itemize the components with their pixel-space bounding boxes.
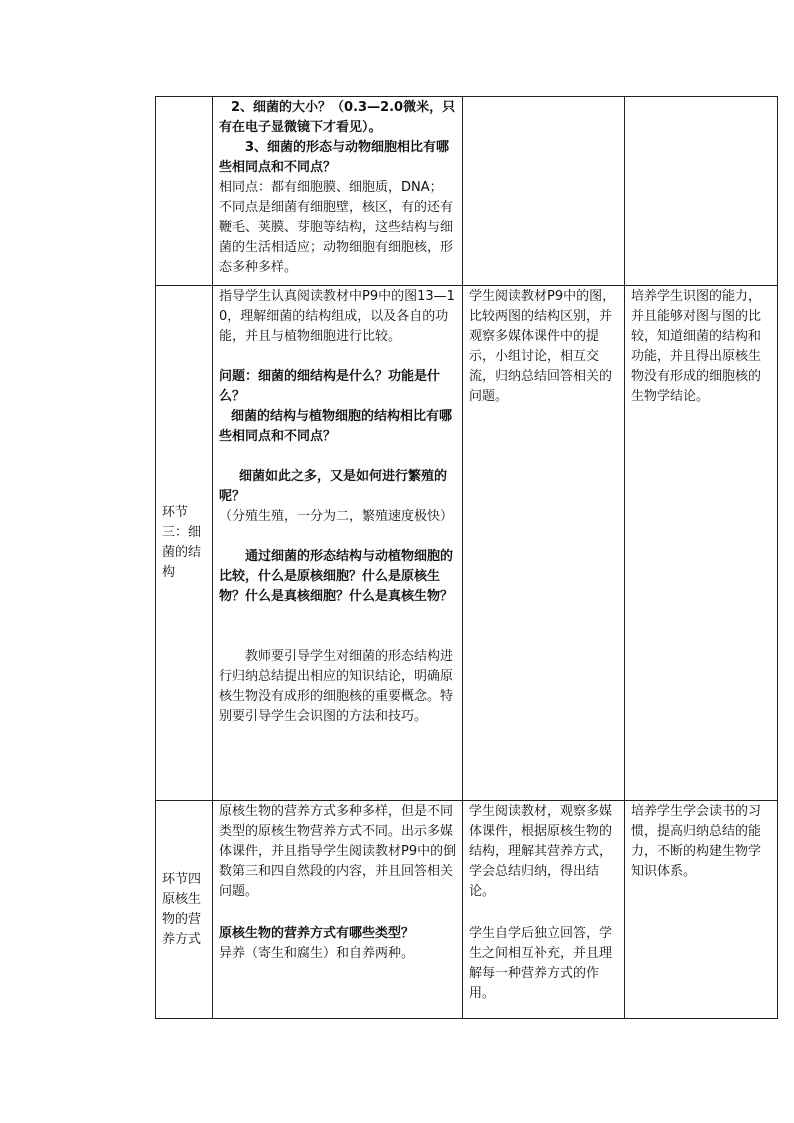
answer-reproduction: （分殖生殖，一分为二，繁殖速度极快） bbox=[219, 509, 454, 524]
table-row bbox=[156, 801, 778, 1019]
question-compare-plant: 细菌的结构与植物细胞的结构相比有哪些相同点和不同点？ bbox=[219, 409, 453, 444]
answer-differences: 不同点是细菌有细胞壁，核区，有的还有鞭毛、荚膜、芽胞等结构，这些结构与细菌的生活相适应；动物细胞有细胞核，形态多种多样。 bbox=[219, 200, 454, 275]
student-activity-cell bbox=[463, 801, 625, 1019]
instruction-text: 指导学生认真阅读教材中P9中的图13—10，理解细菌的结构组成，以及各自的功能，并且与植物细胞进行比较。 bbox=[219, 289, 455, 344]
design-intent-cell: 培养学生学会读书的习惯，提高归纳总结的能力，不断的构建生物学知识体系。 bbox=[625, 801, 778, 1019]
question-structure: 问题：细菌的细结构是什么？功能是什么？ bbox=[219, 369, 441, 404]
table-row bbox=[156, 97, 778, 286]
question-size: 2、细菌的大小？（0.3—2.0微米，只有在电子显微镜下才看见）。 bbox=[219, 100, 456, 135]
design-intent-cell bbox=[625, 97, 778, 286]
student-activity-text: 学生阅读教材，观察多媒体课件，根据原核生物的结构，理解其营养方式，学会总结归纳，得出结论。 bbox=[469, 804, 613, 899]
teacher-guidance-text: 教师要引导学生对细菌的形态结构进行归纳总结提出相应的知识结论，明确原核生物没有成形的细胞核的重要概念。特别要引导学生会识图的方法和技巧。 bbox=[219, 649, 454, 724]
question-prokaryote: 通过细菌的形态结构与动植物细胞的比较，什么是原核细胞？什么是原核生物？什么是真核细胞？什么是真核生物？ bbox=[219, 549, 454, 604]
question-compare-animal: 3、细菌的形态与动物细胞相比有哪些相同点和不同点？ bbox=[219, 140, 450, 175]
stage-cell bbox=[156, 97, 213, 286]
stage-cell: 环节三：细菌的结构 bbox=[156, 286, 213, 801]
question-reproduction: 细菌如此之多，又是如何进行繁殖的呢？ bbox=[219, 469, 448, 504]
student-activity-cell: 学生阅读教材P9中的图，比较两图的结构区别，并观察多媒体课件中的提示，小组讨论，相互交流，归纳总结回答相关的问题。 bbox=[463, 286, 625, 801]
student-activity-text: 学生自学后独立回答，学生之间相互补充，并且理解每一种营养方式的作用。 bbox=[469, 926, 613, 1001]
table-row bbox=[156, 286, 778, 801]
design-intent-cell: 培养学生识图的能力，并且能够对图与图的比较，知道细菌的结构和功能，并且得出原核生物没有形成的细胞核的生物学结论。 bbox=[625, 286, 778, 801]
student-activity-cell bbox=[463, 97, 625, 286]
answer-nutrition: 异养（寄生和腐生）和自养两种。 bbox=[219, 946, 415, 961]
question-nutrition: 原核生物的营养方式有哪些类型？ bbox=[219, 926, 415, 941]
stage-cell: 环节四原核生物的营养方式 bbox=[156, 801, 213, 1019]
lesson-plan-table bbox=[155, 96, 778, 1019]
instruction-text: 原核生物的营养方式多种多样，但是不同类型的原核生物营养方式不同。出示多媒体课件，并且指导学生阅读教材P9中的倒数第三和四自然段的内容，并且回答相关问题。 bbox=[219, 804, 457, 899]
answer-similarities: 相同点：都有细胞膜、细胞质，DNA； bbox=[219, 180, 443, 195]
teacher-activity-cell bbox=[213, 286, 463, 801]
teacher-activity-cell bbox=[213, 801, 463, 1019]
teacher-activity-cell bbox=[213, 97, 463, 286]
